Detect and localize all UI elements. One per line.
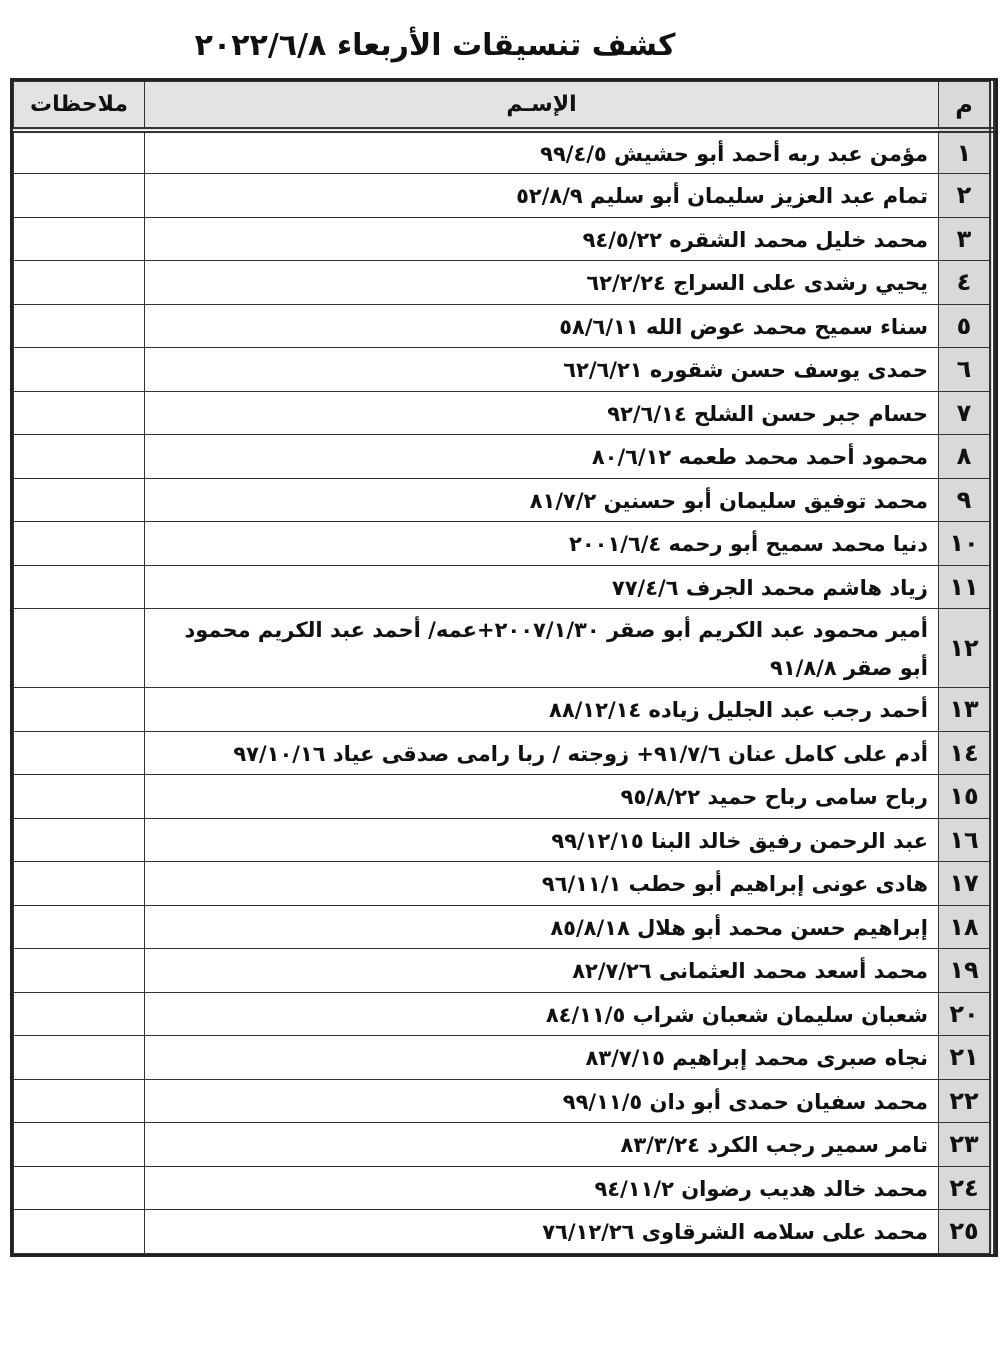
table-row (14, 949, 993, 993)
table-row (14, 1036, 993, 1080)
header-remarks: ملاحظات (14, 82, 145, 131)
table-row (14, 905, 993, 949)
header-name: الإسـم (145, 82, 939, 131)
row-name: هادى عونى إبراهيم أبو حطب ٩٦/١١/١ (145, 862, 939, 906)
row-number: ٢٤ (939, 1166, 993, 1210)
row-remarks (14, 775, 145, 819)
row-remarks (14, 261, 145, 305)
row-name: حسام جبر حسن الشلح ٩٢/٦/١٤ (145, 391, 939, 435)
row-remarks (14, 731, 145, 775)
table-row (14, 522, 993, 566)
table-row (14, 1210, 993, 1254)
table-header-row (14, 82, 993, 131)
row-number: ٢٠ (939, 992, 993, 1036)
row-name: أمير محمود عبد الكريم أبو صقر ٢٠٠٧/١/٣٠+عمه/ أحمد عبد الكريم محمود أبو صقر ٩١/٨/٨ (145, 609, 939, 688)
row-name: محمد خالد هديب رضوان ٩٤/١١/٢ (145, 1166, 939, 1210)
row-number: ٨ (939, 435, 993, 479)
row-name: دنيا محمد سميح أبو رحمه ٢٠٠١/٦/٤ (145, 522, 939, 566)
table-row (14, 609, 993, 688)
row-number: ٩ (939, 478, 993, 522)
row-name: شعبان سليمان شعبان شراب ٨٤/١١/٥ (145, 992, 939, 1036)
row-remarks (14, 565, 145, 609)
row-remarks (14, 949, 145, 993)
row-remarks (14, 174, 145, 218)
row-name: أحمد رجب عبد الجليل زياده ٨٨/١٢/١٤ (145, 688, 939, 732)
header-number: م (939, 82, 993, 131)
row-number: ٢٥ (939, 1210, 993, 1254)
row-name: مؤمن عبد ربه أحمد أبو حشيش ٩٩/٤/٥ (145, 130, 939, 174)
row-number: ٢٢ (939, 1079, 993, 1123)
row-number: ٢١ (939, 1036, 993, 1080)
row-number: ١٥ (939, 775, 993, 819)
table-row (14, 862, 993, 906)
table-row (14, 435, 993, 479)
row-number: ١٨ (939, 905, 993, 949)
row-name: تامر سمير رجب الكرد ٨٣/٣/٢٤ (145, 1123, 939, 1167)
row-name: محمد خليل محمد الشقره ٩٤/٥/٢٢ (145, 217, 939, 261)
table-body (14, 130, 993, 1253)
table-row (14, 1123, 993, 1167)
row-name: سناء سميح محمد عوض الله ٥٨/٦/١١ (145, 304, 939, 348)
row-name: عبد الرحمن رفيق خالد البنا ٩٩/١٢/١٥ (145, 818, 939, 862)
row-remarks (14, 391, 145, 435)
row-name: إبراهيم حسن محمد أبو هلال ٨٥/٨/١٨ (145, 905, 939, 949)
table-row (14, 1079, 993, 1123)
row-remarks (14, 1210, 145, 1254)
row-remarks (14, 130, 145, 174)
table-row (14, 1166, 993, 1210)
page-title: كشف تنسيقات الأربعاء ٢٠٢٢/٦/٨ (194, 28, 676, 63)
row-number: ١١ (939, 565, 993, 609)
row-remarks (14, 1166, 145, 1210)
row-name: محمد سفيان حمدى أبو دان ٩٩/١١/٥ (145, 1079, 939, 1123)
row-name: زياد هاشم محمد الجرف ٧٧/٤/٦ (145, 565, 939, 609)
table-row (14, 304, 993, 348)
row-remarks (14, 1079, 145, 1123)
table-row (14, 688, 993, 732)
row-name: تمام عبد العزيز سليمان أبو سليم ٥٢/٨/٩ (145, 174, 939, 218)
row-remarks (14, 609, 145, 688)
row-number: ١٩ (939, 949, 993, 993)
table-row (14, 818, 993, 862)
table-row (14, 992, 993, 1036)
table-row (14, 217, 993, 261)
names-table-frame (10, 78, 998, 1257)
row-number: ١٦ (939, 818, 993, 862)
row-remarks (14, 1123, 145, 1167)
row-number: ٧ (939, 391, 993, 435)
table-row (14, 261, 993, 305)
row-number: ٢ (939, 174, 993, 218)
table-row (14, 478, 993, 522)
row-number: ١٣ (939, 688, 993, 732)
row-number: ٤ (939, 261, 993, 305)
row-name: محمد توفيق سليمان أبو حسنين ٨١/٧/٢ (145, 478, 939, 522)
row-remarks (14, 905, 145, 949)
row-name: محمد أسعد محمد العثمانى ٨٢/٧/٢٦ (145, 949, 939, 993)
table-row (14, 348, 993, 392)
row-number: ٣ (939, 217, 993, 261)
table-row (14, 391, 993, 435)
row-number: ١٠ (939, 522, 993, 566)
row-name: يحيي رشدى على السراج ٦٢/٢/٢٤ (145, 261, 939, 305)
row-number: ١٧ (939, 862, 993, 906)
row-remarks (14, 522, 145, 566)
row-remarks (14, 862, 145, 906)
row-number: ٦ (939, 348, 993, 392)
row-number: ١٢ (939, 609, 993, 688)
row-remarks (14, 348, 145, 392)
row-name: حمدى يوسف حسن شقوره ٦٢/٦/٢١ (145, 348, 939, 392)
row-remarks (14, 818, 145, 862)
table-row (14, 731, 993, 775)
row-name: محمد على سلامه الشرقاوى ٧٦/١٢/٢٦ (145, 1210, 939, 1254)
row-number: ١٤ (939, 731, 993, 775)
table-row (14, 775, 993, 819)
table-row (14, 565, 993, 609)
names-table (13, 81, 995, 1254)
table-row (14, 174, 993, 218)
row-remarks (14, 217, 145, 261)
row-remarks (14, 1036, 145, 1080)
row-number: ١ (939, 130, 993, 174)
row-name: رباح سامى رباح حميد ٩٥/٨/٢٢ (145, 775, 939, 819)
table-row (14, 130, 993, 174)
row-number: ٥ (939, 304, 993, 348)
row-name: أدم على كامل عنان ٩١/٧/٦+ زوجته / ربا رامى صدقى عياد ٩٧/١٠/١٦ (145, 731, 939, 775)
row-remarks (14, 688, 145, 732)
row-remarks (14, 304, 145, 348)
row-name: محمود أحمد محمد طعمه ٨٠/٦/١٢ (145, 435, 939, 479)
row-name: نجاه صبرى محمد إبراهيم ٨٣/٧/١٥ (145, 1036, 939, 1080)
row-remarks (14, 435, 145, 479)
row-remarks (14, 992, 145, 1036)
row-remarks (14, 478, 145, 522)
row-number: ٢٣ (939, 1123, 993, 1167)
